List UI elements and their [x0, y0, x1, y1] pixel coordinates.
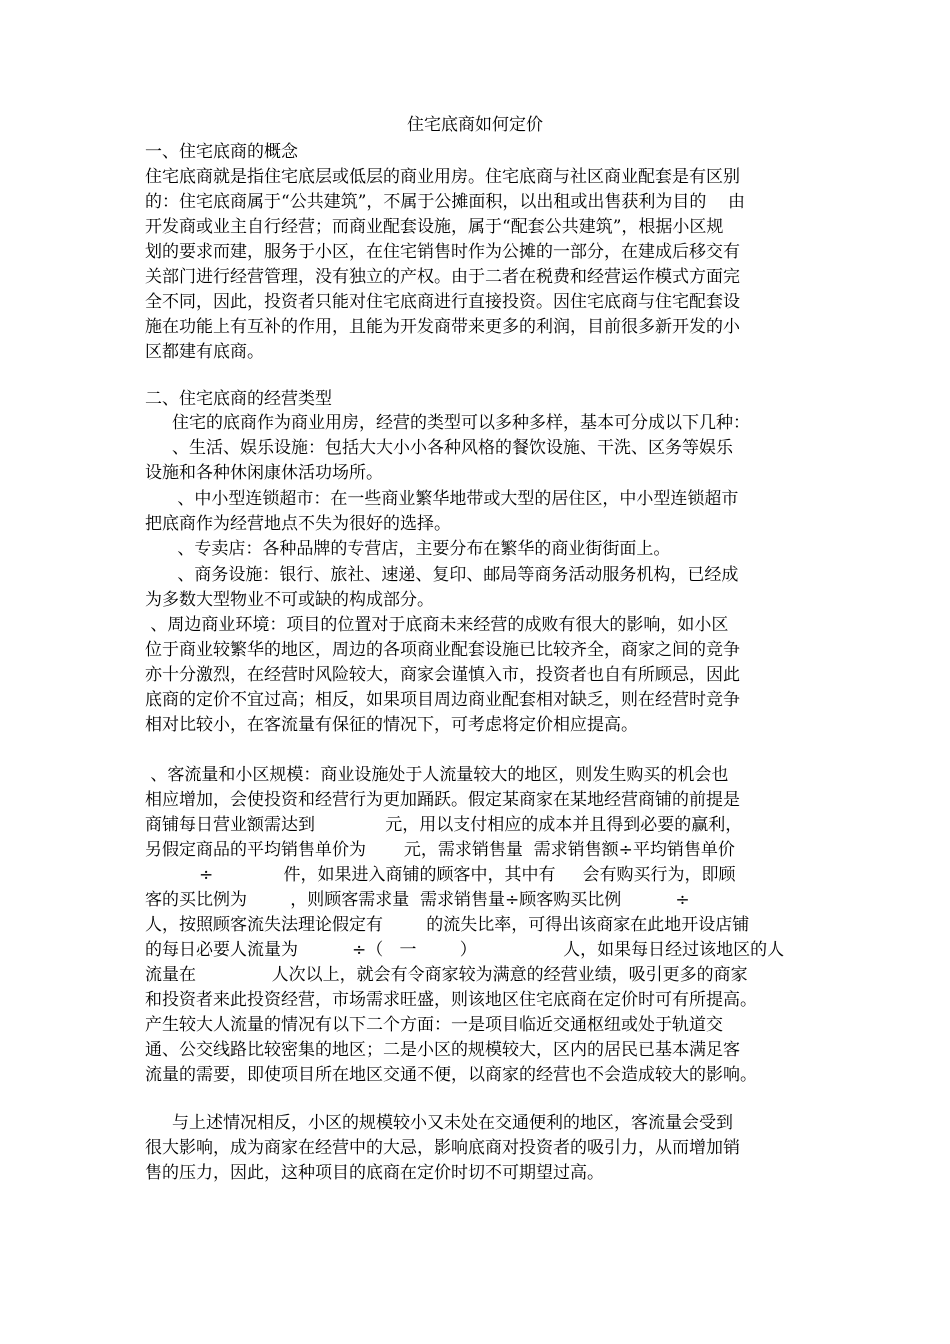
text-line: 全不同，因此，投资者只能对住宅底商进行直接投资。因住宅底商与住宅配套设 [145, 292, 740, 312]
section-heading-2: 二、住宅底商的经营类型 [145, 389, 332, 409]
text-line: 通、公交线路比较密集的地区；二是小区的规模较大，区内的居民已基本满足客 [145, 1040, 740, 1060]
text-line: 与上述情况相反，小区的规模较小又未处在交通便利的地区，客流量会受到 [145, 1113, 734, 1133]
text-line: 产生较大人流量的情况有以下二个方面：一是项目临近交通枢纽或处于轨道交 [145, 1015, 723, 1035]
text-line: 和投资者来此投资经营，市场需求旺盛，则该地区住宅底商在定价时可有所提高。 [145, 990, 757, 1010]
text-line: 客的买比例为 ，则顾客需求量 需求销售量÷顾客购买比例 ÷ [145, 890, 690, 910]
text-line: 施在功能上有互补的作用，且能为开发商带来更多的利润，目前很多新开发的小 [145, 317, 740, 337]
text-line: 住宅的底商作为商业用房，经营的类型可以多种多样，基本可分成以下几种： [145, 413, 751, 433]
text-line: 流量的需要，即使项目所在地区交通不便，以商家的经营也不会造成较大的影响。 [145, 1065, 757, 1085]
section-heading-1: 一、住宅底商的概念 [145, 142, 298, 162]
text-line: 、商务设施：银行、旅社、速递、复印、邮局等商务活动服务机构，已经成 [145, 565, 739, 585]
text-line: 住宅底商就是指住宅底层或低层的商业用房。住宅底商与社区商业配套是有区别 [145, 167, 740, 187]
text-line: 划的要求而建，服务于小区，在住宅销售时作为公摊的一部分，在建成后移交有 [145, 242, 740, 262]
document-title: 住宅底商如何定价 [407, 115, 543, 135]
text-line: 另假定商品的平均销售单价为 元，需求销售量 需求销售额÷平均销售单价 [145, 840, 735, 860]
text-line: ÷ 件，如果进入商铺的顾客中，其中有 会有购买行为，即顾 [145, 865, 736, 885]
text-line: 、中小型连锁超市：在一些商业繁华地带或大型的居住区，中小型连锁超市 [145, 489, 739, 509]
text-line: 的：住宅底商属于“公共建筑”，不属于公摊面积，以出租或出售获利为目的 由 [145, 192, 745, 212]
text-line: 、生活、娱乐设施：包括大大小小各种风格的餐饮设施、干洗、区务等娱乐 [145, 438, 734, 458]
text-line: 把底商作为经营地点不失为很好的选择。 [145, 514, 451, 534]
text-line: 、客流量和小区规模：商业设施处于人流量较大的地区，则发生购买的机会也 [145, 765, 729, 785]
text-line: 位于商业较繁华的地区，周边的各项商业配套设施已比较齐全，商家之间的竞争 [145, 640, 740, 660]
text-line: 设施和各种休闲康休活功场所。 [145, 463, 383, 483]
text-line: 商铺每日营业额需达到 元，用以支付相应的成本并且得到必要的赢利， [145, 815, 743, 835]
text-line: 的每日必要人流量为 ÷（ 一 ） 人，如果每日经过该地区的人 [145, 940, 785, 960]
text-line: 售的压力，因此，这种项目的底商在定价时切不可期望过高。 [145, 1163, 604, 1183]
text-line: 、专卖店：各种品牌的专营店，主要分布在繁华的商业街街面上。 [145, 539, 671, 559]
text-line: 相对比较小，在客流量有保征的情况下，可考虑将定价相应提高。 [145, 715, 638, 735]
text-line: 底商的定价不宜过高；相反，如果项目周边商业配套相对缺乏，则在经营时竞争 [145, 690, 740, 710]
text-line: 很大影响，成为商家在经营中的大忌，影响底商对投资者的吸引力，从而增加销 [145, 1138, 740, 1158]
text-line: 开发商或业主自行经营；而商业配套设施，属于“配套公共建筑”，根据小区规 [145, 217, 724, 237]
text-line: 流量在 人次以上，就会有令商家较为满意的经营业绩，吸引更多的商家 [145, 965, 748, 985]
text-line: 相应增加，会使投资和经营行为更加踊跃。假定某商家在某地经营商铺的前提是 [145, 790, 740, 810]
text-line: 为多数大型物业不可或缺的构成部分。 [145, 590, 434, 610]
text-line: 区都建有底商。 [145, 342, 264, 362]
text-line: 亦十分激烈，在经营时风险较大，商家会谨慎入市，投资者也自有所顾忌，因此 [145, 665, 740, 685]
text-line: 关部门进行经营管理，没有独立的产权。由于二者在税费和经营运作模式方面完 [145, 267, 740, 287]
text-line: 、周边商业环境：项目的位置对于底商未来经营的成败有很大的影响，如小区 [145, 615, 729, 635]
text-line: 人，按照顾客流失法理论假定有 的流失比率，可得出该商家在此地开设店铺 [145, 915, 750, 935]
